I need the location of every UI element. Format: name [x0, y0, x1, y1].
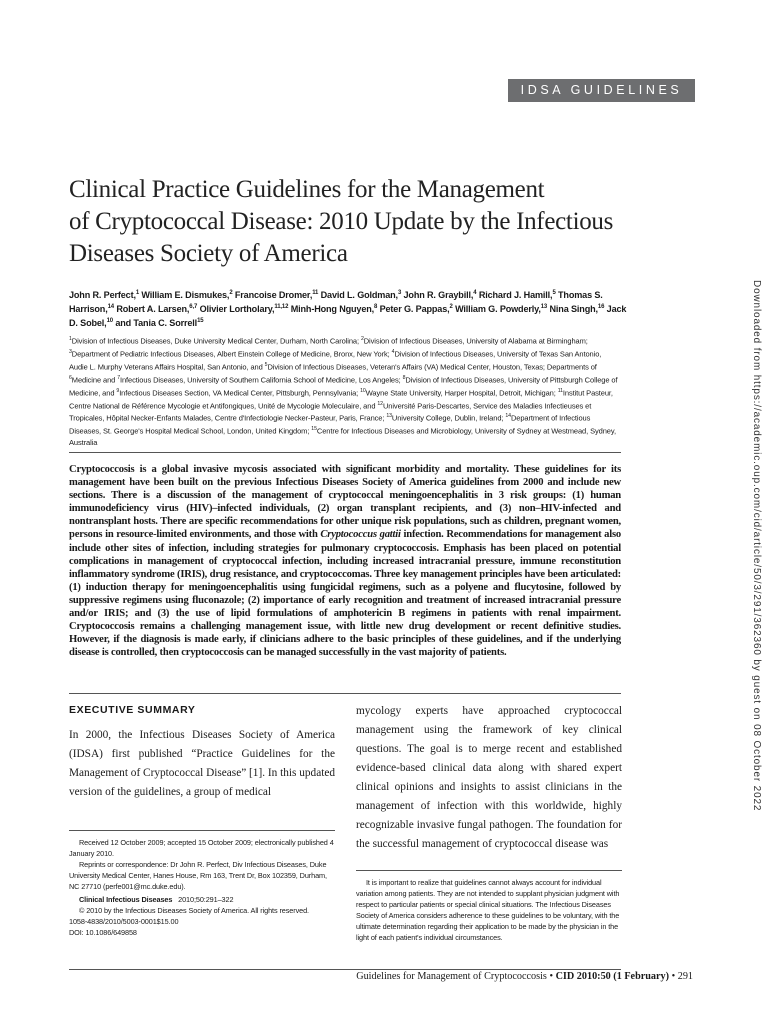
- affiliation-mark: 6: [69, 374, 72, 381]
- received-dates: Received 12 October 2009; accepted 15 October 2009; electronically published 4 January 2010.: [69, 838, 334, 858]
- author-name: and Tania C. Sorrell: [115, 318, 198, 329]
- author-name: John R. Perfect,: [69, 290, 136, 301]
- affiliation-text: Division of Infectious Diseases, Veteran's Affairs (VA) Medical Center, Houston, Texas; Departments of: [267, 362, 597, 372]
- author-affiliation-mark: 14: [107, 304, 114, 311]
- correspondence-address: Reprints or correspondence: Dr John R. Perfect, Div Infectious Diseases, Duke University Medical Center, Hanes House, Rm 163, Trent Dr, Box 102359, Durham, NC 27710 (perfe001@mc.duke.edu).: [69, 860, 327, 891]
- journal-name: Clinical Infectious Diseases: [79, 895, 173, 904]
- affiliation-mark: 5: [264, 361, 268, 368]
- doi: DOI: 10.1086/649858: [69, 928, 137, 937]
- author-name: Thomas S. Harrison,: [69, 290, 603, 315]
- affiliations: [69, 334, 621, 449]
- affiliation-mark: 11: [557, 387, 563, 394]
- affiliation-text: Institut Pasteur, Centre National de Référence Mycologie et Antifongiques, Unité de Mycologie Moleculaire, and: [69, 388, 613, 411]
- author-affiliation-mark: 2: [229, 290, 233, 296]
- author-name: Olivier Lortholary,: [199, 304, 275, 315]
- abstract-text-part2: infection. Recommendations for management also include other sites of infection, including strategies for pulmonary cryptococcosis. Emphasis has been placed on potential complications in management of cryptococcal infection, including increased intracranial pressure, immune reconstitution inflammatory syndrome (IRIS), drug resistance, and cryptococcomas. Three key management principles have been articulated: (1) induction therapy for meningoencephalitis using fungicidal regimens, such as a polyene and flucytosine, followed by suppressive regimens using fluconazole; (2) importance of early recognition and treatment of increased intracranial pressure and/or IRIS; and (3) the use of lipid formulations of amphotericin B regimens in patients with renal impairment. Cryptococcosis remains a challenging management issue, with little new drug development or recent definitive studies. However, if the diagnosis is made early, if clinicians adhere to the basic principles of these guidelines, and if the underlying disease is controlled, then cryptococcosis can be managed successfully in the vast majority of patients.: [69, 529, 621, 659]
- affiliation-text: Centre for Infectious Diseases and Microbiology, University of Sydney at Westmead, Sydney, Australia: [69, 426, 616, 448]
- journal-volume-pages: 2010;50:291–322: [178, 895, 234, 904]
- affiliation-text: Department of Pediatric Infectious Diseases, Albert Einstein College of Medicine, Bronx, New York;: [71, 349, 392, 359]
- author-name: John R. Graybill,: [403, 290, 474, 301]
- download-watermark: Downloaded from https://academic.oup.com/cid/article/50/3/291/362360 by guest on 08 October 2022: [751, 280, 762, 812]
- affiliation-text: Wayne State University, Harper Hospital, Detroit, Michigan;: [365, 388, 558, 398]
- article-info-footnotes: [69, 837, 337, 938]
- author-affiliation-mark: 1: [135, 290, 140, 296]
- affiliation-mark: 2: [360, 336, 364, 342]
- affiliation-text: Department of Infectious Diseases, St. George's Hospital Medical School, London, United Kingdom;: [69, 413, 591, 436]
- author-affiliation-mark: 15: [197, 318, 204, 325]
- executive-summary-column-2: mycology experts have approached cryptococcal management using the framework of key clinical questions. The goal is to merge recent and established evidence-based clinical data along with shared expert clinical opinions and insights to assist clinicians in the management of infection with this worldwide, highly recognizable invasive fungal pathogen. The foundation for the successful management of cryptococcal disease was: [356, 705, 622, 850]
- affiliation-mark: 3: [69, 348, 72, 355]
- abstract-species-name: Cryptococcus gattii: [320, 529, 401, 541]
- author-name: Jack D. Sobel,: [69, 304, 627, 329]
- author-affiliation-mark: 6,7: [189, 304, 198, 311]
- author-affiliation-mark: 11: [312, 290, 319, 296]
- affiliation-text: Infectious Diseases Section, VA Medical Center, Pittsburgh, Pennsylvania;: [119, 388, 361, 398]
- affiliation-mark: 9: [116, 387, 120, 394]
- affiliation-mark: 12: [377, 400, 383, 407]
- author-affiliation-mark: 16: [597, 304, 605, 311]
- author-name: William G. Powderly,: [455, 304, 541, 315]
- author-name: David L. Goldman,: [320, 290, 398, 301]
- affiliation-mark: 13: [386, 413, 392, 420]
- author-name: Francoise Dromer,: [234, 290, 313, 301]
- footer-rule: [69, 969, 621, 970]
- author-affiliation-mark: 5: [552, 290, 556, 296]
- section-banner: IDSA GUIDELINES: [508, 79, 695, 102]
- author-name: Richard J. Hamill,: [478, 290, 553, 301]
- author-affiliation-mark: 3: [397, 290, 402, 296]
- author-name: Peter G. Pappas,: [379, 304, 450, 315]
- author-name: Robert A. Larsen,: [116, 304, 190, 315]
- affiliation-text: Université Paris-Descartes, Service des Maladies Infectieuses et Tropicales, Hôpital Necker-Enfants Malades, Centre d'Infectiologie Necker-Pasteur, Paris, France;: [69, 401, 592, 423]
- page-number: 291: [677, 971, 693, 982]
- footer-separator: •: [549, 971, 554, 982]
- affiliation-mark: 4: [391, 348, 395, 355]
- author-affiliation-mark: 13: [540, 304, 548, 311]
- affiliation-text: Division of Infectious Diseases, University of Alabama at Birmingham;: [363, 336, 588, 346]
- footnote-rule-left: [69, 830, 335, 831]
- author-affiliation-mark: 2: [449, 304, 453, 311]
- author-affiliation-mark: 10: [106, 318, 113, 325]
- affiliation-text: Division of Infectious Diseases, University of Pittsburgh College of Medicine, and: [69, 375, 618, 398]
- author-affiliation-mark: 4: [473, 290, 477, 296]
- author-name: Minh-Hong Nguyen,: [290, 304, 375, 315]
- author-affiliation-mark: 8: [374, 304, 378, 311]
- copyright-notice: © 2010 by the Infectious Diseases Society of America. All rights reserved.: [79, 906, 309, 915]
- footer-citation: CID 2010:50 (1 February): [555, 971, 670, 982]
- author-affiliation-mark: 11,12: [274, 304, 289, 311]
- journal-reference: [69, 894, 337, 905]
- footnote-rule-right: [356, 870, 622, 871]
- guideline-disclaimer: It is important to realize that guidelines cannot always account for individual variation among patients. They are not intended to supplant physician judgment with respect to particular patients or special clinical situations. The Infectious Diseases Society of America considers adherence to these guidelines to be voluntary, with the ultimate determination regarding their application to be made by the physician in the light of each patient's individual circumstances.: [356, 878, 620, 942]
- executive-summary-heading: EXECUTIVE SUMMARY: [69, 704, 196, 716]
- affiliation-mark: 1: [69, 336, 72, 342]
- running-title: Guidelines for Management of Cryptococcosis: [356, 971, 547, 982]
- article-title: Clinical Practice Guidelines for the Management of Cryptococcal Disease: 2010 Update by the Infectious Diseases Society of America: [69, 176, 614, 267]
- affiliation-mark: 14: [505, 413, 511, 420]
- affiliation-text: Division of Infectious Diseases, University of Texas San Antonio, Audie L. Murphy Veterans Affairs Hospital, San Antonio, and: [69, 349, 602, 372]
- affiliation-mark: 7: [117, 374, 120, 381]
- issn: 1058-4838/2010/5003-0001$15.00: [69, 917, 179, 926]
- page-footer: [356, 971, 693, 983]
- affiliation-mark: 10: [360, 387, 366, 394]
- executive-summary-column-1: In 2000, the Infectious Diseases Society of America (IDSA) first published “Practice Guidelines for the Management of Cryptococcal Disease” [1]. In this updated version of the guidelines, a group of medical: [69, 729, 336, 798]
- affiliation-text: Division of Infectious Diseases, Duke University Medical Center, Durham, North Carolina;: [71, 336, 361, 346]
- affiliation-text: Medicine and: [71, 375, 118, 385]
- footer-separator-2: •: [671, 971, 676, 982]
- affiliation-mark: 8: [402, 374, 406, 381]
- affiliation-mark: 15: [311, 426, 317, 433]
- author-list: [69, 287, 629, 329]
- author-name: Nina Singh,: [549, 304, 598, 315]
- abstract: [69, 463, 621, 659]
- author-name: William E. Dismukes,: [141, 290, 230, 301]
- affiliation-text: Infectious Diseases, University of Southern California School of Medicine, Los Angeles;: [120, 375, 403, 385]
- affiliation-text: University College, Dublin, Ireland;: [391, 413, 506, 423]
- abstract-text-part1: Cryptococcosis is a global invasive mycosis associated with significant morbidity and mortality. These guidelines for its management have been built on the previous Infectious Diseases Society of America guidelines from 2000 and include new sections. There is a discussion of the management of cryptococcal meningoencephalitis in 3 risk groups: (1) human immunodeficiency virus (HIV)–infected individuals, (2) organ transplant recipients, and (3) non–HIV-infected and nontransplant hosts. There are specific recommendations for other unique risk populations, such as children, pregnant women, persons in resource-limited environments, and those with: [69, 464, 621, 541]
- abstract-bottom-rule: [69, 693, 621, 694]
- abstract-top-rule: [69, 452, 621, 453]
